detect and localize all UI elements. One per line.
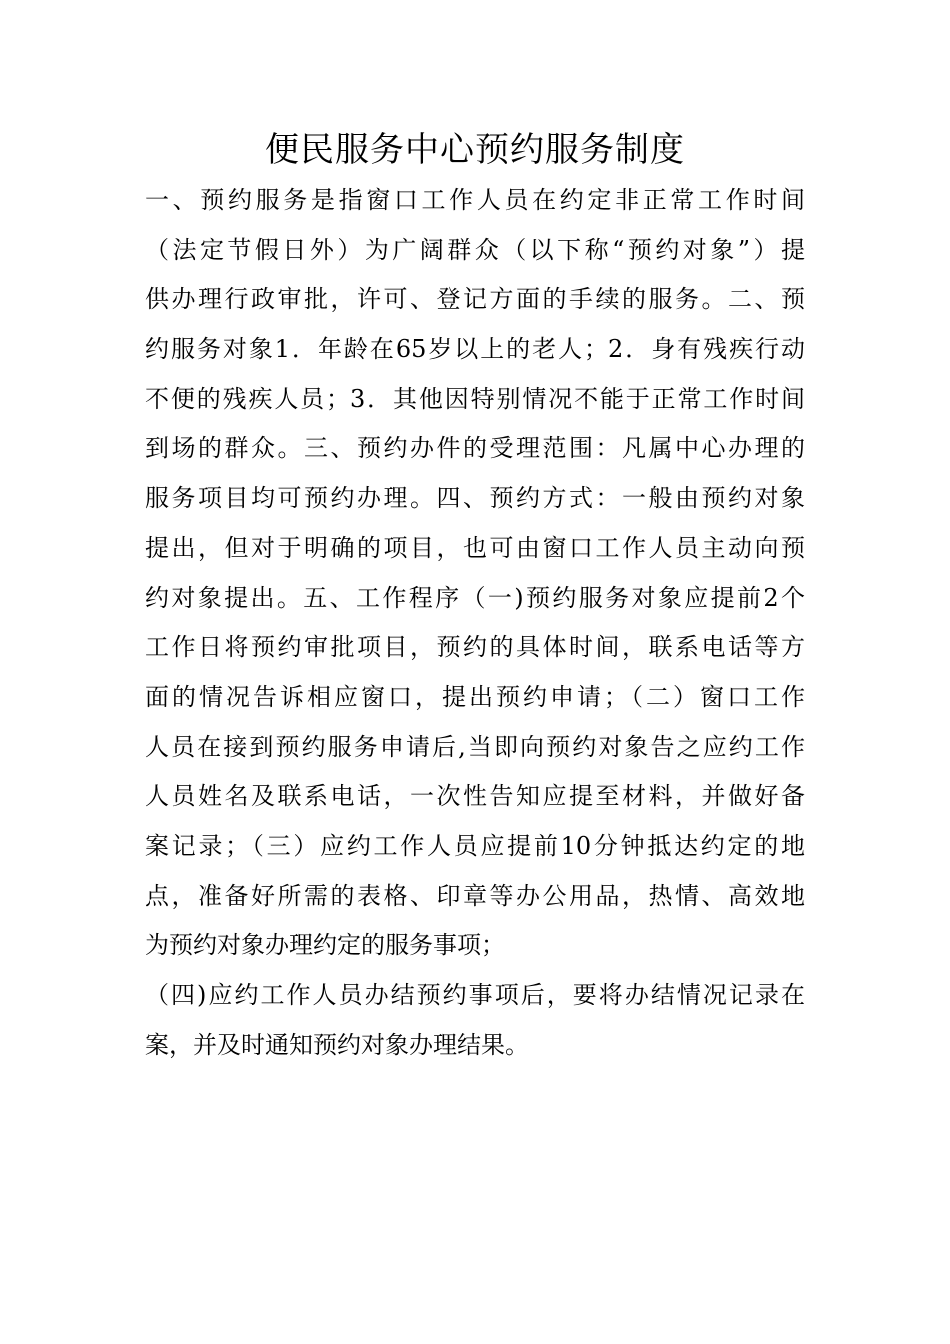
- body-line-7: 服务项目均可预约办理。四、预约方式：一般由预约对象: [145, 484, 805, 513]
- body-line-11: 面的情况告诉相应窗口，提出预约申请；（二）窗口工作: [145, 682, 805, 711]
- body-line-3: 供办理行政审批，许可、登记方面的手续的服务。二、预: [145, 285, 805, 314]
- document-title: 便民服务中心预约服务制度: [265, 130, 685, 170]
- body-line-18: 案，并及时通知预约对象办理结果。: [145, 1030, 529, 1059]
- body-line-8: 提出，但对于明确的项目，也可由窗口工作人员主动向预: [145, 533, 805, 562]
- body-line-14: 案记录；（三）应约工作人员应提前10分钟抵达约定的地: [145, 831, 805, 860]
- body-line-4: 约服务对象1．年龄在65岁以上的老人；2．身有残疾行动: [145, 335, 805, 364]
- body-line-10: 工作日将预约审批项目，预约的具体时间，联系电话等方: [145, 633, 805, 662]
- body-line-15: 点，准备好所需的表格、印章等办公用品，热情、高效地: [145, 881, 805, 910]
- body-line-1: 一、预约服务是指窗口工作人员在约定非正常工作时间: [145, 186, 805, 214]
- body-line-12: 人员在接到预约服务申请后,当即向预约对象告之应约工作: [145, 732, 805, 761]
- body-line-13: 人员姓名及联系电话，一次性告知应提至材料，并做好备: [145, 782, 805, 811]
- body-line-16: 为预约对象办理约定的服务事项；: [145, 931, 505, 960]
- body-line-9: 约对象提出。五、工作程序（一)预约服务对象应提前2个: [145, 583, 805, 612]
- body-line-17: （四)应约工作人员办结预约事项后，要将办结情况记录在: [145, 981, 805, 1009]
- body-line-5: 不便的残疾人员；3．其他因特别情况不能于正常工作时间: [145, 384, 805, 413]
- body-line-2: （法定节假日外）为广阔群众（以下称“预约对象”）提: [145, 235, 805, 264]
- body-line-6: 到场的群众。三、预约办件的受理范围：凡属中心办理的: [145, 434, 805, 463]
- document-body: [145, 176, 805, 1070]
